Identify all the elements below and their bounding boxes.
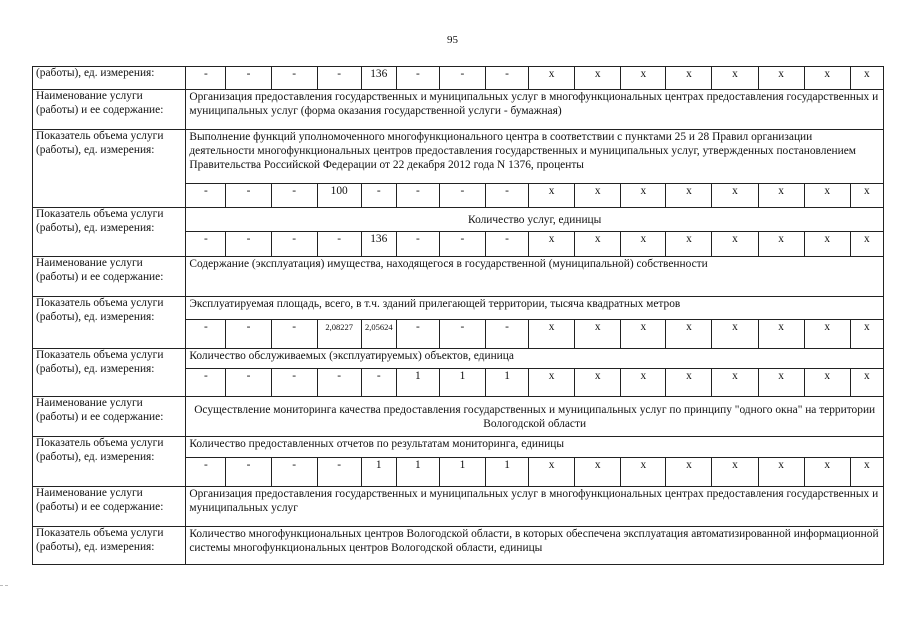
value-cell: x (529, 369, 575, 397)
table-row (33, 437, 884, 458)
table-row (33, 527, 884, 565)
value-cell: - (271, 67, 317, 90)
value-cell: x (804, 184, 850, 208)
value-cell: x (529, 320, 575, 349)
value-cell: x (804, 458, 850, 487)
value-cell: - (317, 369, 361, 397)
value-cell: - (317, 232, 361, 257)
service-text: Осуществление мониторинга качества предоставления государственных и муниципальных услуг по принципу "одного окна" на территории Вологодской области (186, 397, 884, 437)
value-cell: x (758, 232, 804, 257)
indicator-text: Выполнение функций уполномоченного многофункционального центра в соответствии с пунктами 25 и 28 Правил организации деятельности многофункциональных центров предоставления государственных и муниципальных услуг, утвержденных постановлением Правительства Российской Федерации от 22 декабря 2012 года N 1376, проценты (186, 130, 884, 184)
value-cell: - (317, 458, 361, 487)
table-row (33, 130, 884, 184)
indicator-text: Количество многофункциональных центров Вологодской области, в которых обеспечена эксплуатация автоматизированной информационной системы многофункциональных центров Вологодской области, единицы (186, 527, 884, 565)
table-row (33, 397, 884, 437)
value-cell: - (186, 232, 226, 257)
value-cell: - (361, 184, 396, 208)
table-row (33, 487, 884, 527)
value-cell: x (529, 67, 575, 90)
value-cell: 2,08227 (317, 320, 361, 349)
scan-artifact-left (0, 585, 8, 586)
value-cell: 1 (486, 458, 529, 487)
indicator-label: Показатель объема услуги (работы), ед. измерения: (33, 437, 186, 487)
value-cell: - (226, 67, 271, 90)
value-cell: - (271, 458, 317, 487)
table-row (33, 67, 884, 90)
value-cell: - (396, 320, 439, 349)
value-cell: x (666, 320, 712, 349)
value-cell: - (186, 67, 226, 90)
value-cell: - (439, 320, 485, 349)
value-cell: - (317, 67, 361, 90)
value-cell: - (271, 369, 317, 397)
value-cell: 136 (361, 67, 396, 90)
value-cell: x (529, 184, 575, 208)
indicator-label: Показатель объема услуги (работы), ед. измерения: (33, 349, 186, 397)
value-cell: - (226, 232, 271, 257)
value-cell: - (361, 369, 396, 397)
service-label: Наименование услуги (работы) и ее содержание: (33, 397, 186, 437)
value-cell: x (666, 458, 712, 487)
value-cell: x (712, 184, 758, 208)
value-cell: - (226, 458, 271, 487)
indicator-text: Количество услуг, единицы (186, 208, 884, 232)
value-cell: x (666, 184, 712, 208)
value-cell: 1 (486, 369, 529, 397)
table-row (33, 349, 884, 369)
value-cell: x (621, 458, 666, 487)
value-cell: - (186, 184, 226, 208)
indicator-label: Показатель объема услуги (работы), ед. измерения: (33, 297, 186, 349)
value-cell: x (712, 320, 758, 349)
indicator-text: Количество обслуживаемых (эксплуатируемых) объектов, единица (186, 349, 884, 369)
value-cell: x (575, 67, 621, 90)
table-row (33, 90, 884, 130)
value-cell: - (226, 184, 271, 208)
value-cell: x (712, 67, 758, 90)
value-cell: x (575, 369, 621, 397)
service-text: Организация предоставления государственных и муниципальных услуг в многофункциональных центрах предоставления государственных и муниципальных услуг (форма оказания государственной услуги - бумажная) (186, 90, 884, 130)
value-cell: x (712, 458, 758, 487)
service-text: Организация предоставления государственных и муниципальных услуг в многофункциональных центрах предоставления государственных и муниципальных услуг (186, 487, 884, 527)
value-cell: 1 (439, 369, 485, 397)
value-cell: - (271, 232, 317, 257)
value-cell: - (396, 67, 439, 90)
value-cell: - (439, 184, 485, 208)
value-cell: 136 (361, 232, 396, 257)
value-cell: - (186, 320, 226, 349)
service-label: Наименование услуги (работы) и ее содержание: (33, 90, 186, 130)
value-cell: 1 (396, 369, 439, 397)
table-row (33, 297, 884, 320)
value-cell: x (575, 232, 621, 257)
indicator-text: Эксплуатируемая площадь, всего, в т.ч. зданий прилегающей территории, тысяча квадратных метров (186, 297, 884, 320)
value-cell: - (186, 458, 226, 487)
table-row (33, 208, 884, 232)
value-cell: x (621, 67, 666, 90)
value-cell: x (758, 320, 804, 349)
value-cell: x (850, 458, 883, 487)
indicator-label: Показатель объема услуги (работы), ед. измерения: (33, 527, 186, 565)
value-cell: x (804, 232, 850, 257)
value-cell: x (850, 184, 883, 208)
value-cell: 2,05624 (361, 320, 396, 349)
value-cell: - (396, 232, 439, 257)
page-number: 95 (447, 34, 458, 46)
value-cell: x (666, 232, 712, 257)
value-cell: - (486, 67, 529, 90)
value-cell: x (666, 67, 712, 90)
service-label: Наименование услуги (работы) и ее содержание: (33, 487, 186, 527)
value-cell: x (575, 458, 621, 487)
indicator-label: (работы), ед. измерения: (33, 67, 186, 90)
value-cell: - (486, 232, 529, 257)
value-cell: 1 (439, 458, 485, 487)
value-cell: x (804, 67, 850, 90)
value-cell: x (758, 184, 804, 208)
table-row (33, 257, 884, 297)
value-cell: x (575, 320, 621, 349)
value-cell: x (529, 458, 575, 487)
value-cell: x (666, 369, 712, 397)
indicator-label: Показатель объема услуги (работы), ед. измерения: (33, 208, 186, 257)
value-cell: x (804, 369, 850, 397)
value-cell: x (529, 232, 575, 257)
value-cell: 1 (396, 458, 439, 487)
value-cell: - (486, 320, 529, 349)
value-cell: x (621, 232, 666, 257)
value-cell: x (621, 184, 666, 208)
indicator-text: Количество предоставленных отчетов по результатам мониторинга, единицы (186, 437, 884, 458)
value-cell: x (758, 458, 804, 487)
value-cell: 1 (361, 458, 396, 487)
value-cell: x (850, 369, 883, 397)
service-text: Содержание (эксплуатация) имущества, находящегося в государственной (муниципальной) собственности (186, 257, 884, 297)
value-cell: x (575, 184, 621, 208)
value-cell: x (850, 320, 883, 349)
value-cell: x (621, 369, 666, 397)
value-cell: - (486, 184, 529, 208)
value-cell: x (850, 67, 883, 90)
service-label: Наименование услуги (работы) и ее содержание: (33, 257, 186, 297)
services-table (32, 66, 884, 565)
value-cell: - (226, 320, 271, 349)
value-cell: x (758, 369, 804, 397)
value-cell: - (439, 67, 485, 90)
indicator-label: Показатель объема услуги (работы), ед. измерения: (33, 130, 186, 208)
value-cell: - (271, 184, 317, 208)
value-cell: x (712, 232, 758, 257)
value-cell: x (712, 369, 758, 397)
value-cell: - (439, 232, 485, 257)
value-cell: x (758, 67, 804, 90)
value-cell: x (850, 232, 883, 257)
value-cell: - (186, 369, 226, 397)
value-cell: - (396, 184, 439, 208)
value-cell: x (621, 320, 666, 349)
value-cell: - (271, 320, 317, 349)
value-cell: x (804, 320, 850, 349)
value-cell: - (226, 369, 271, 397)
value-cell: 100 (317, 184, 361, 208)
